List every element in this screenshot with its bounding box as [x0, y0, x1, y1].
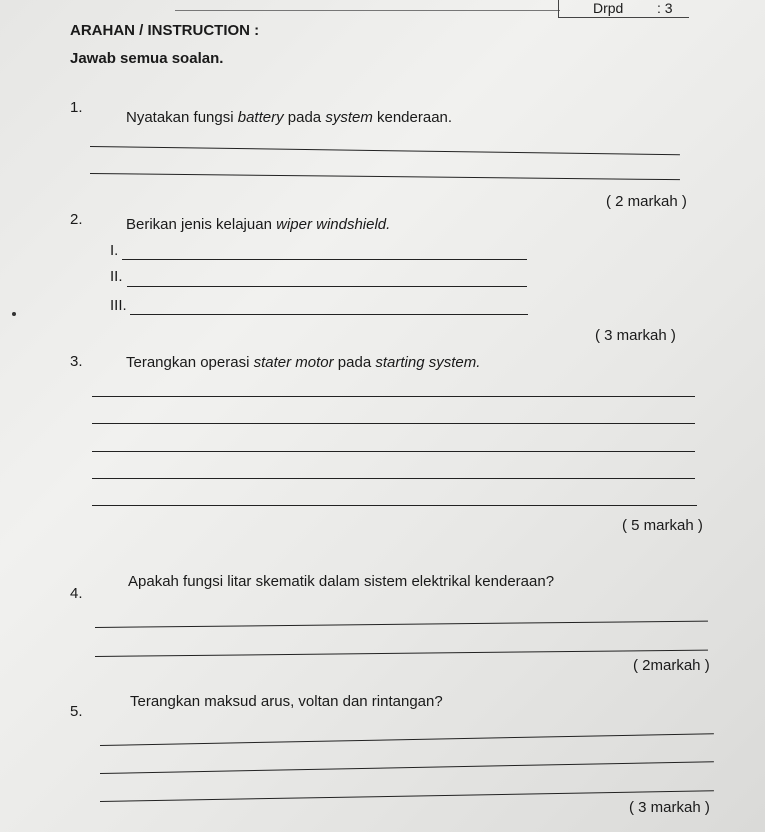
top-rule: [175, 10, 560, 11]
q5-answer-line-1[interactable]: [100, 733, 714, 746]
q1-answer-line-1[interactable]: [90, 146, 680, 155]
q4-answer-line-2[interactable]: [95, 650, 708, 657]
q1-text: Nyatakan fungsi battery pada system kenderaan.: [126, 109, 453, 126]
q2-item-i-line[interactable]: [122, 259, 527, 260]
q3-answer-line-2[interactable]: [92, 423, 695, 424]
q3-answer-line-5[interactable]: [92, 505, 697, 506]
q5-number: 5.: [70, 703, 83, 720]
q5-marks: ( 3 markah ): [629, 799, 710, 816]
q4-answer-line-1[interactable]: [95, 621, 708, 628]
q2-item-ii-label: II.: [110, 268, 123, 285]
stray-mark: [12, 312, 16, 316]
q2-text: Berikan jenis kelajuan wiper windshield.: [126, 216, 391, 233]
q1-marks: ( 2 markah ): [606, 193, 687, 210]
q2-item-i-label: I.: [110, 242, 119, 259]
q4-text: Apakah fungsi litar skematik dalam sistem elektrikal kenderaan?: [128, 573, 555, 590]
q2-number: 2.: [70, 211, 83, 228]
q5-answer-line-2[interactable]: [100, 761, 714, 774]
drpd-label: Drpd: [593, 0, 624, 16]
q3-answer-line-1[interactable]: [92, 396, 695, 397]
q4-marks: ( 2markah ): [633, 657, 710, 674]
q2-item-iii-line[interactable]: [130, 314, 528, 315]
q2-item-ii-line[interactable]: [127, 286, 527, 287]
q3-answer-line-4[interactable]: [92, 478, 695, 479]
q5-text: Terangkan maksud arus, voltan dan rintangan?: [130, 693, 443, 710]
q2-item-iii-label: III.: [110, 297, 127, 314]
q2-marks: ( 3 markah ): [595, 327, 676, 344]
q1-answer-line-2[interactable]: [90, 173, 680, 180]
q3-marks: ( 5 markah ): [622, 517, 703, 534]
q3-number: 3.: [70, 353, 83, 370]
q4-number: 4.: [70, 585, 83, 602]
instruction-title: ARAHAN / INSTRUCTION :: [70, 22, 260, 39]
q1-number: 1.: [70, 99, 83, 116]
q5-answer-line-3[interactable]: [100, 790, 714, 802]
drpd-value: : 3: [657, 0, 673, 16]
q3-text: Terangkan operasi stater motor pada starting system.: [126, 354, 481, 371]
q3-answer-line-3[interactable]: [92, 451, 695, 452]
instruction-text: Jawab semua soalan.: [70, 50, 224, 67]
